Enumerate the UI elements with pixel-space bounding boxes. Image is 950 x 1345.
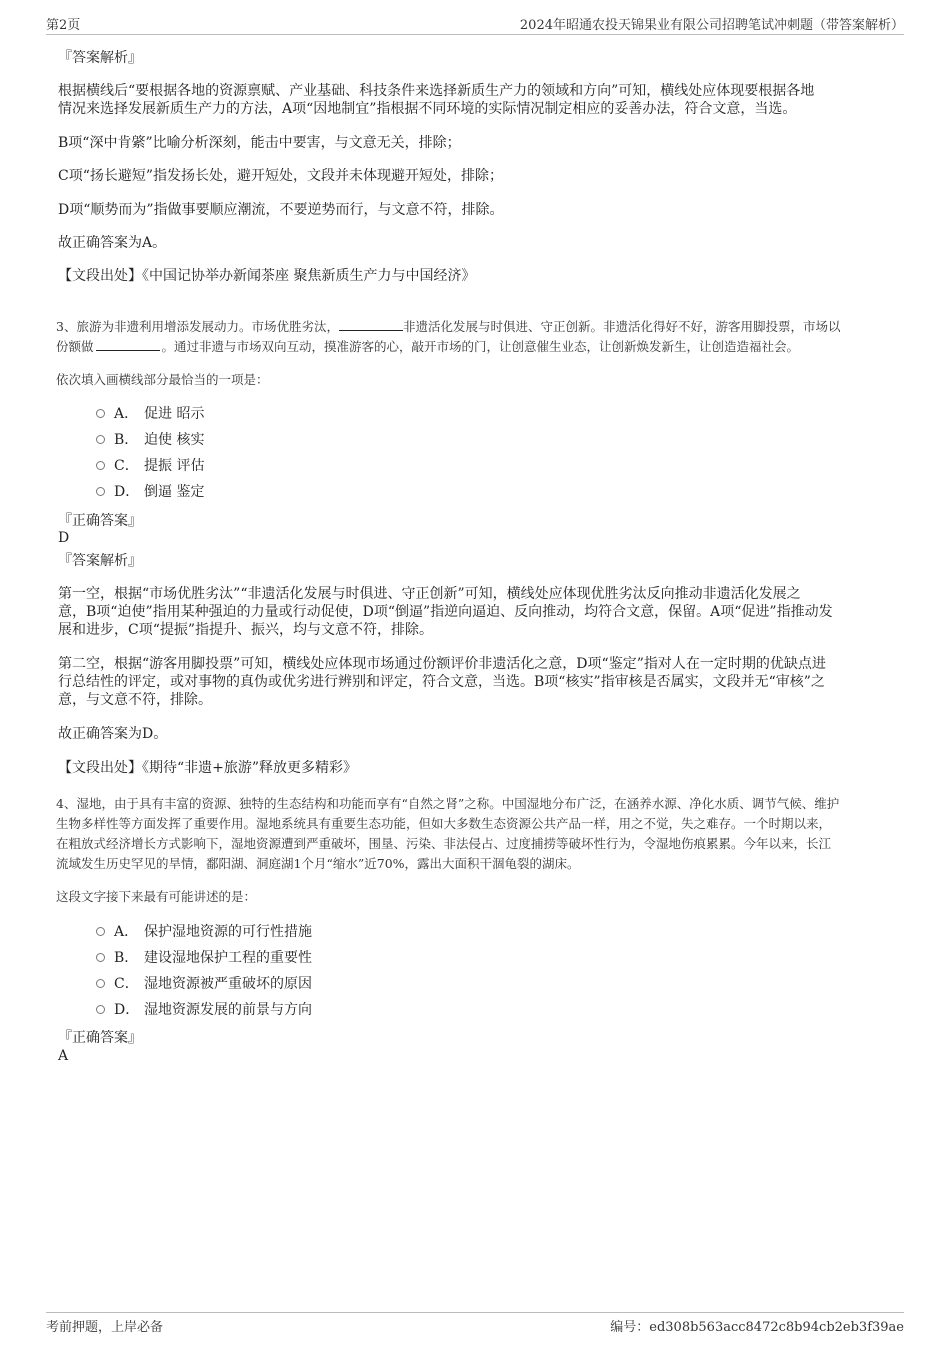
option-a[interactable]: A． 保护湿地资源的可行性措施 bbox=[96, 923, 312, 941]
footer-slogan: 考前押题，上岸必备 bbox=[46, 1320, 164, 1335]
radio-icon[interactable] bbox=[96, 1005, 105, 1014]
analysis-text: 行总结性的评定，或对事物的真伪或优劣进行辨别和评定，符合文意，当选。B项“核实”指审核是否属实，文段并无“审核”之 bbox=[58, 674, 825, 690]
correct-answer-statement: 故正确答案为D。 bbox=[58, 726, 168, 742]
analysis-text: 第一空，根据“市场优胜劣汰”“非遗活化发展与时俱进、守正创新”可知，横线处应体现优胜劣汰反向推动非遗活化发展之 bbox=[58, 586, 801, 602]
analysis-text: C项“扬长避短”指发扬长处，避开短处，文段并未体现避开短处，排除； bbox=[58, 168, 504, 184]
correct-answer-statement: 故正确答案为A。 bbox=[58, 235, 167, 251]
correct-answer-label: 『正确答案』 bbox=[58, 513, 142, 529]
question-stem: 4、湿地，由于具有丰富的资源、独特的生态结构和功能而享有“自然之肾”之称。中国湿地分布广泛，在涵养水源、净化水质、调节气候、维护 bbox=[56, 796, 840, 811]
analysis-text: 情况来选择发展新质生产力的方法，A项“因地制宜”指根据不同环境的实际情况制定相应的妥善办法，符合文意，当选。 bbox=[58, 101, 797, 117]
page-header bbox=[46, 14, 904, 35]
option-a[interactable]: A． 促进 昭示 bbox=[96, 405, 204, 423]
analysis-text: 意，与文意不符，排除。 bbox=[58, 692, 212, 708]
fill-blank bbox=[339, 318, 403, 331]
option-c[interactable]: C． 湿地资源被严重破坏的原因 bbox=[96, 975, 312, 993]
question-stem: 份额做 。通过非遗与市场双向互动，摸准游客的心，敲开市场的门，让创意催生业态，让创新焕发新生，让创造造福社会。 bbox=[56, 339, 800, 354]
radio-icon[interactable] bbox=[96, 435, 105, 444]
correct-answer: A bbox=[58, 1048, 69, 1064]
analysis-text: B项“深中肯綮”比喻分析深刻，能击中要害，与文意无关，排除； bbox=[58, 135, 461, 151]
question-prompt: 这段文字接下来最有可能讲述的是： bbox=[56, 889, 257, 904]
option-b[interactable]: B． 建设湿地保护工程的重要性 bbox=[96, 949, 312, 967]
question-stem: 在粗放式经济增长方式影响下，湿地资源遭到严重破坏，围垦、污染、非法侵占、过度捕捞等破坏性行为，令湿地伤痕累累。今年以来，长江 bbox=[56, 836, 832, 851]
option-b[interactable]: B． 迫使 核实 bbox=[96, 431, 204, 449]
radio-icon[interactable] bbox=[96, 409, 105, 418]
page-number: 第2页 bbox=[46, 18, 81, 33]
source-citation: 【文段出处】《期待“非遗+旅游”释放更多精彩》 bbox=[58, 760, 358, 776]
radio-icon[interactable] bbox=[96, 487, 105, 496]
fill-blank bbox=[96, 338, 160, 351]
analysis-text: 意，B项“迫使”指用某种强迫的力量或行动促使，D项“倒逼”指逆向逼迫、反向推动，均符合文意，保留。A项“促进”指推动发 bbox=[58, 604, 833, 620]
question-stem: 生物多样性等方面发挥了重要作用。湿地系统具有重要生态功能，但如大多数生态资源公共产品一样，用之不觉，失之难存。一个时期以来， bbox=[56, 816, 832, 831]
correct-answer-label: 『正确答案』 bbox=[58, 1030, 142, 1046]
option-d[interactable]: D． 倒逼 鉴定 bbox=[96, 483, 204, 501]
analysis-text: 根据横线后“要根据各地的资源禀赋、产业基础、科技条件来选择新质生产力的领域和方向”可知，横线处应体现要根据各地 bbox=[58, 83, 815, 99]
page-footer bbox=[46, 1312, 904, 1337]
answer-analysis-label: 『答案解析』 bbox=[58, 50, 142, 66]
option-c[interactable]: C． 提振 评估 bbox=[96, 457, 204, 475]
radio-icon[interactable] bbox=[96, 953, 105, 962]
correct-answer: D bbox=[58, 530, 70, 546]
radio-icon[interactable] bbox=[96, 979, 105, 988]
answer-analysis-label: 『答案解析』 bbox=[58, 553, 142, 569]
question-stem: 3、旅游为非遗利用增添发展动力。市场优胜劣汰， 非遗活化发展与时俱进、守正创新。非遗活化得好不好，游客用脚投票，市场以 bbox=[56, 319, 841, 334]
document-id: 编号：ed308b563acc8472c8b94cb2eb3f39ae bbox=[610, 1320, 904, 1335]
analysis-text: 第二空，根据“游客用脚投票”可知，横线处应体现市场通过份额评价非遗活化之意，D项“鉴定”指对人在一定时期的优缺点进 bbox=[58, 656, 826, 672]
radio-icon[interactable] bbox=[96, 461, 105, 470]
question-stem: 流域发生历史罕见的旱情，鄱阳湖、洞庭湖1个月“缩水”近70%，露出大面积干涸龟裂的湖床。 bbox=[56, 856, 580, 871]
analysis-text: 展和进步，C项“提振”指提升、振兴，均与文意不符，排除。 bbox=[58, 622, 434, 638]
source-citation: 【文段出处】《中国记协举办新闻茶座 聚焦新质生产力与中国经济》 bbox=[58, 268, 476, 284]
document-title: 2024年昭通农投天锦果业有限公司招聘笔试冲刺题（带答案解析） bbox=[519, 18, 904, 33]
question-prompt: 依次填入画横线部分最恰当的一项是： bbox=[56, 372, 269, 387]
option-d[interactable]: D． 湿地资源发展的前景与方向 bbox=[96, 1001, 312, 1019]
radio-icon[interactable] bbox=[96, 927, 105, 936]
analysis-text: D项“顺势而为”指做事要顺应潮流，不要逆势而行，与文意不符，排除。 bbox=[58, 202, 504, 218]
